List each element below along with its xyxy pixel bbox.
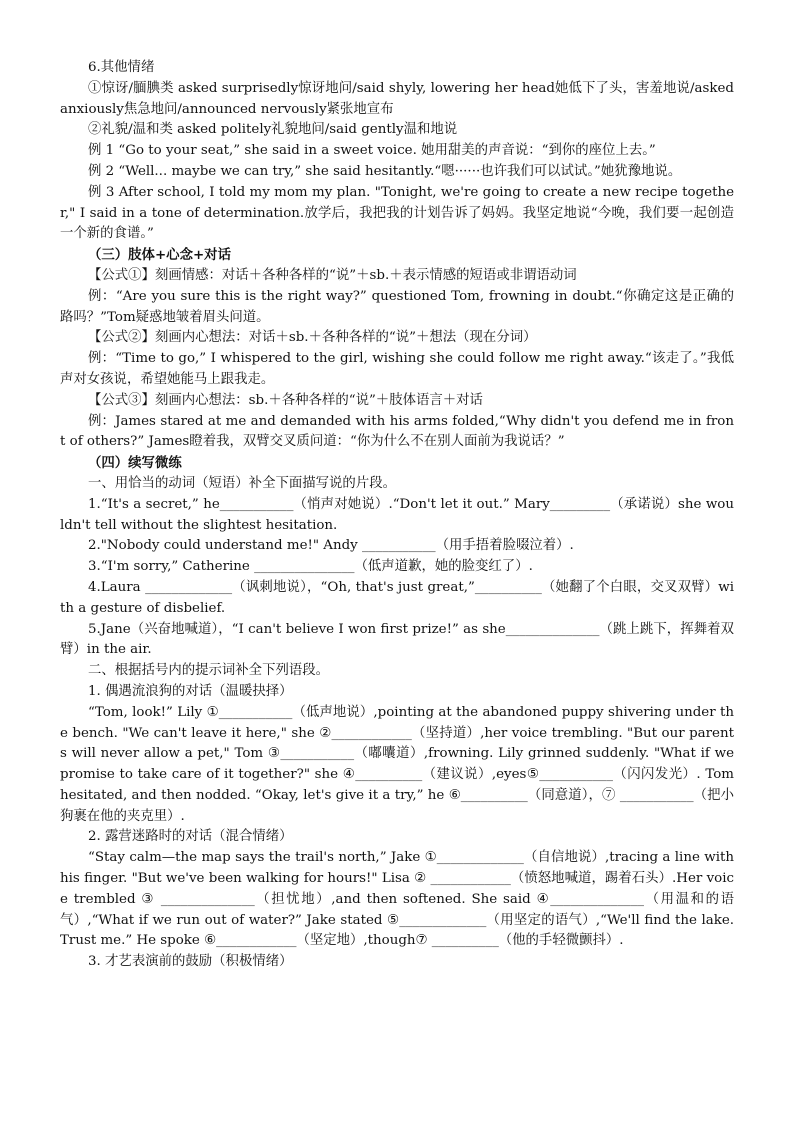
text-paragraph: 一、用恰当的动词（短语）补全下面描写说的片段。 — [88, 475, 396, 491]
text-paragraph: 1.“It's a secret,” he___________（悄声对她说）.“Don't let it out.” Mary_________（承诺说）she wouldn't tell without the slightest hesitation. — [60, 496, 734, 533]
text-paragraph: 3. 才艺表演前的鼓励（积极情绪） — [88, 954, 293, 970]
text-paragraph: “Stay calm—the map says the trail's north,” Jake ①_____________（自信地说）,tracing a line with his finger. "But we've been walking for hours!" Lisa ② ____________（愤怒地喊道，踢着石头）.Her voice trembled ③ ______________（担忧地）,and then softened. She said ④______________（用温和的语气）,“What if we run out of water?” Jake stated ⑤_____________（用坚定的语气）,“We'll find the lake. Trust me.” He spoke ⑥____________（坚定地）,though⑦ __________（他的手轻微颤抖）. — [60, 850, 734, 949]
text-paragraph: 【公式①】刻画情感：对话＋各种各样的“说”＋sb.＋表示情感的短语或非谓语动词 — [88, 267, 577, 283]
text-paragraph: 例 3 After school, I told my mom my plan. "Tonight, we're going to create a new recipe together," I said in a tone of determination.放学后，我把我的计划告诉了妈妈。我坚定地说“今晚，我们要一起创造一个新的食谱。” — [60, 184, 734, 242]
text-paragraph: 5.Jane（兴奋地喊道），“I can't believe I won first prize!” as she______________（跳上跳下，挥舞着双臂）in the air. — [60, 621, 734, 658]
text-paragraph: 4.Laura _____________（讽刺地说），“Oh, that's just great,”__________（她翻了个白眼，交叉双臂）with a gesture of disbelief. — [60, 579, 734, 616]
text-paragraph: 3.“I'm sorry,” Catherine _______________（低声道歉，她的脸变红了）. — [88, 559, 533, 575]
text-paragraph: 1. 偶遇流浪狗的对话（温暖抉择） — [88, 683, 293, 699]
text-paragraph: 例 2 “Well... maybe we can try,” she said hesitantly.“嗯······也许我们可以试试。”她犹豫地说。 — [88, 163, 682, 179]
text-paragraph: 例：“Are you sure this is the right way?” questioned Tom, frowning in doubt.“你确定这是正确的路吗？”Tom疑惑地皱着眉头问道。 — [60, 288, 734, 325]
text-paragraph: 例 1 “Go to your seat,” she said in a sweet voice. 她用甜美的声音说：“到你的座位上去。” — [88, 143, 656, 159]
text-paragraph: ①惊讶/腼腆类 asked surprisedly惊讶地问/said shyly, lowering her head她低下了头，害羞地说/asked anxiously焦急地问/announced nervously紧张地宣布 — [60, 80, 734, 117]
document-page — [60, 58, 734, 973]
text-paragraph: 【公式③】刻画内心想法：sb.＋各种各样的“说”＋肢体语言＋对话 — [88, 392, 483, 408]
text-paragraph: 例：“Time to go,” I whispered to the girl, wishing she could follow me right away.“该走了。”我低声对女孩说，希望她能马上跟我走。 — [60, 351, 734, 387]
text-paragraph: 二、根据括号内的提示词补全下列语段。 — [88, 663, 330, 679]
text-paragraph: ②礼貌/温和类 asked politely礼貌地问/said gently温和地说 — [88, 122, 458, 138]
text-paragraph: 2."Nobody could understand me!" Andy ___________（用手捂着脸啜泣着）. — [88, 538, 574, 554]
text-paragraph: 【公式②】刻画内心想法：对话＋sb.＋各种各样的“说”＋想法（现在分词） — [88, 330, 537, 346]
text-paragraph: 例：James stared at me and demanded with his arms folded,“Why didn't you defend me in front of others?” James瞪着我，双臂交叉质问道：“你为什么不在别人面前为我说话？” — [60, 413, 734, 450]
text-paragraph: 6.其他情绪 — [88, 60, 155, 75]
text-paragraph: 2. 露营迷路时的对话（混合情绪） — [88, 829, 293, 845]
text-paragraph: “Tom, look!” Lily ①___________（低声地说）,pointing at the abandoned puppy shivering under the bench. "We can't leave it here," she ②____________（坚持道）,her voice trembling. "But our parents will never allow a pet," Tom ③___________（嘟囔道）,frowning. Lily grinned suddenly. "What if we promise to take care of it together?" she ④__________（建议说）,eyes⑤___________（闪闪发光）. Tom hesitated, and then nodded. “Okay, let's give it a try,” he ⑥__________（同意道），⑦ ___________（把小狗裹在他的夹克里）. — [60, 704, 734, 824]
text-paragraph: （三）肢体+心念+对话 — [88, 247, 231, 264]
text-paragraph: （四）续写微练 — [88, 455, 182, 472]
